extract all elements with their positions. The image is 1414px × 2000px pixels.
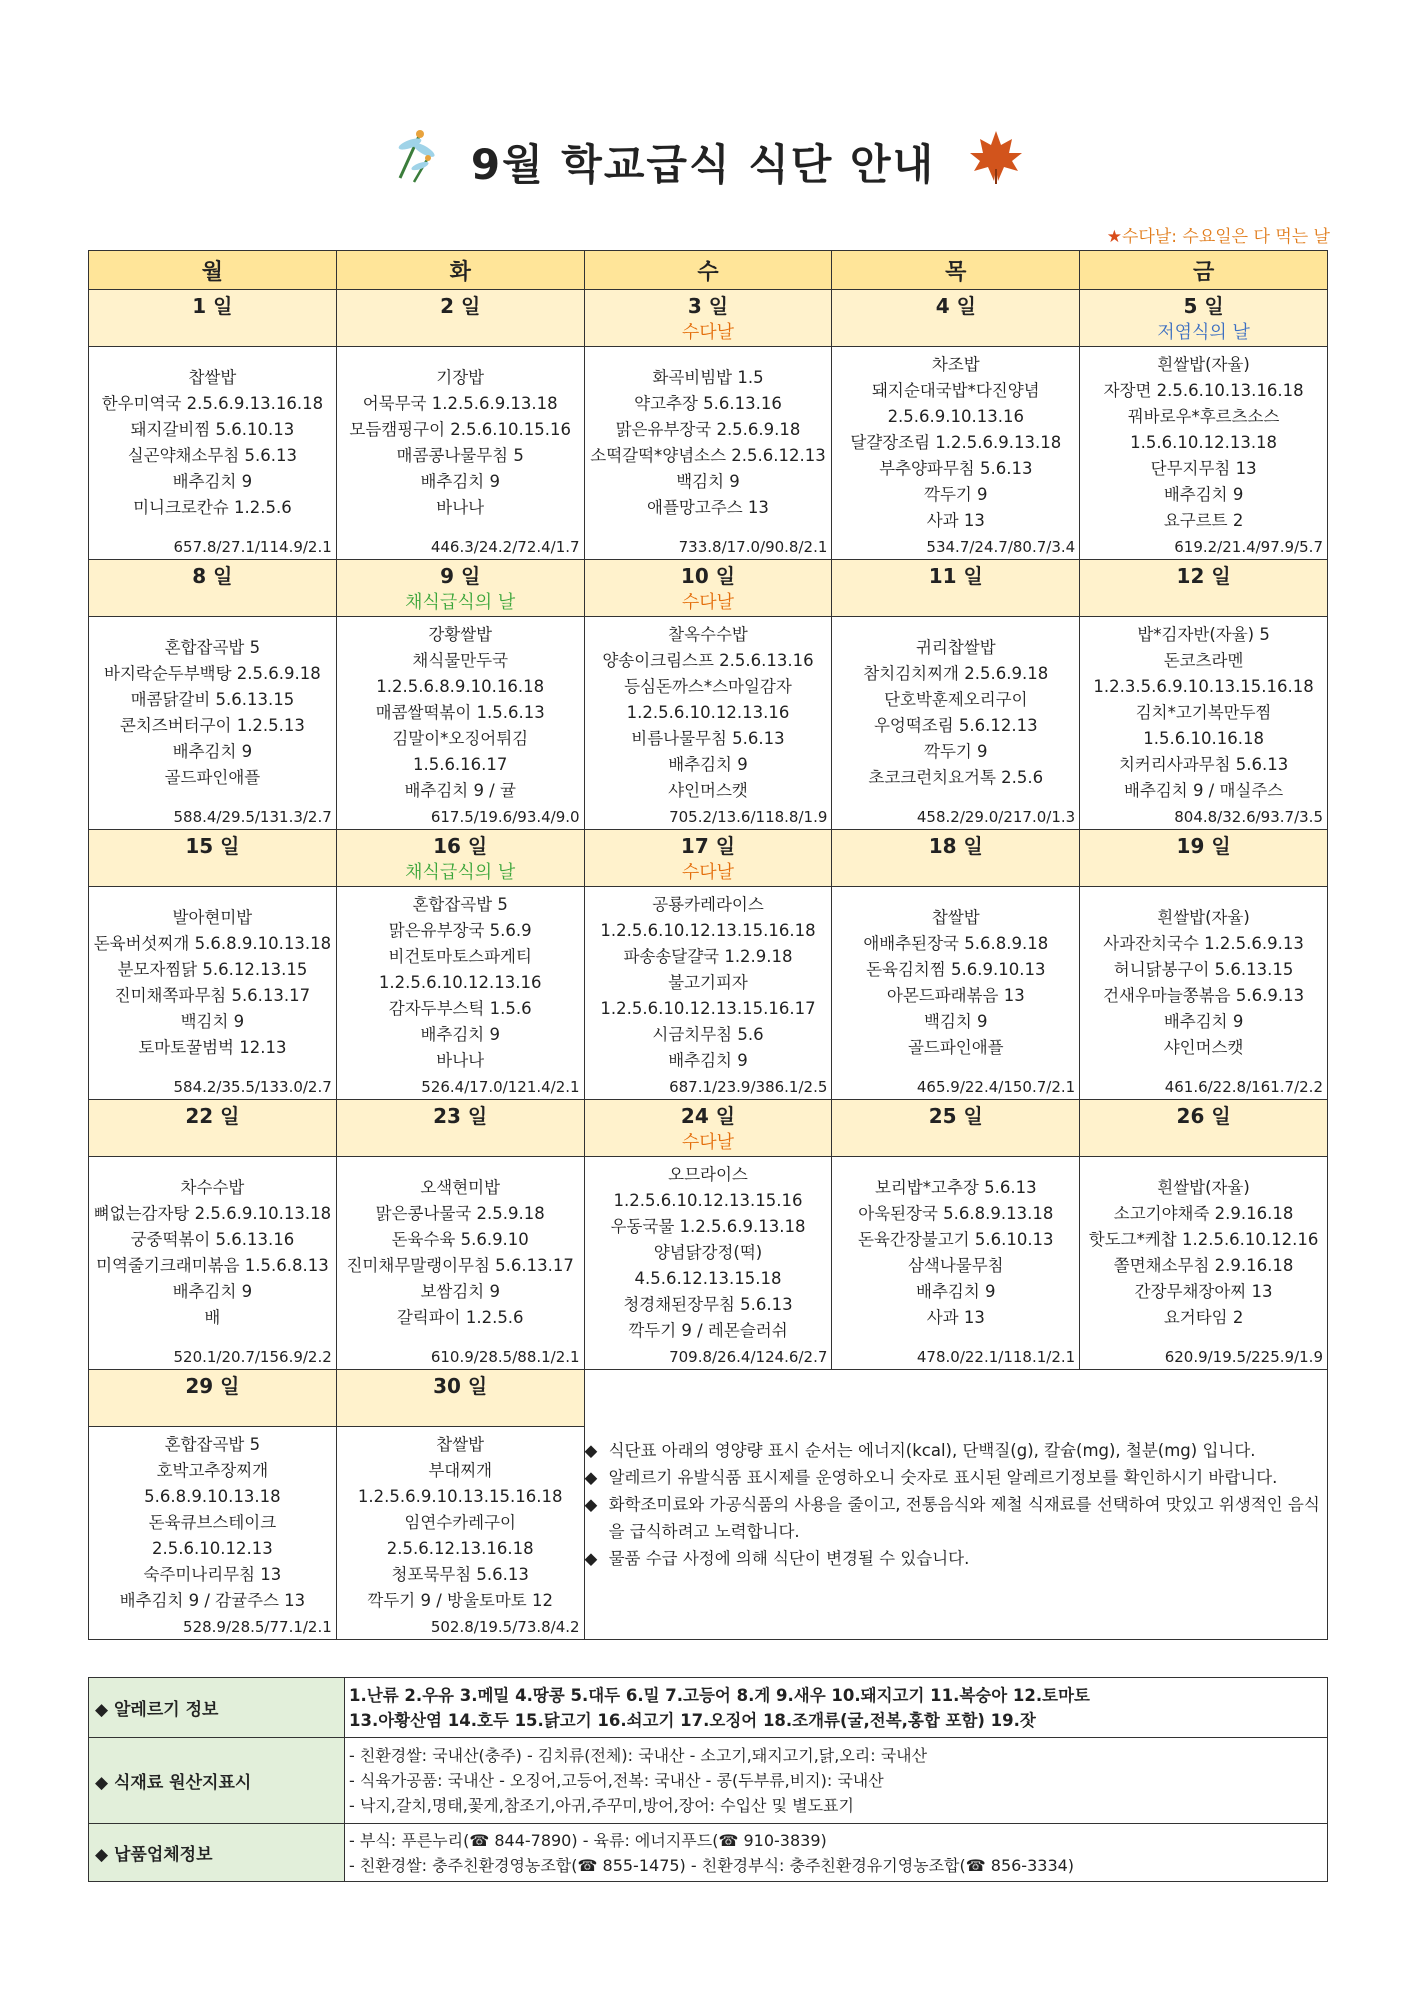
day-header: [1080, 1100, 1328, 1157]
day-header: [89, 830, 337, 887]
menu-item: 부대찌개: [428, 1461, 493, 1480]
day-menu: [584, 347, 832, 560]
menu-item: 깍두기 9: [924, 485, 988, 504]
menu-item: 백김치 9: [180, 1012, 245, 1031]
day-menu: [584, 887, 832, 1100]
day-header: [89, 1100, 337, 1157]
menu-item: 찹쌀밥: [188, 368, 237, 387]
menu-items: [89, 1157, 336, 1341]
dragonfly-icon: [390, 128, 438, 196]
menu-item: 배추김치 9: [172, 472, 253, 491]
menu-item: 혼합잡곡밥 5: [164, 1435, 261, 1454]
menu-item: 배추김치 9 / 매실주스: [1123, 781, 1284, 800]
menu-item: 자장면 2.5.6.10.13.16.18: [1103, 381, 1304, 400]
menu-item: 삼색나물무침: [907, 1256, 1004, 1275]
menu-item: 오므라이스: [668, 1165, 748, 1184]
menu-item: 1.2.5.6.10.12.13.16: [626, 703, 790, 722]
menu-item: 배추김치 9: [668, 755, 748, 774]
menu-item: 비름나물무침 5.6.13: [631, 729, 785, 748]
menu-item: 애배추된장국 5.6.8.9.18: [863, 934, 1049, 953]
menu-item: 1.2.5.6.8.9.10.16.18: [376, 677, 545, 696]
menu-item: 아욱된장국 5.6.8.9.13.18: [858, 1204, 1054, 1223]
menu-item: 단호박훈제오리구이: [884, 690, 1028, 709]
menu-item: 배추김치 9 / 감귤주스 13: [119, 1591, 306, 1610]
day-header: [336, 830, 584, 887]
day-menu: [336, 887, 584, 1100]
nutrition-value: 478.0/22.1/118.1/2.1: [916, 1348, 1076, 1366]
day-menu: [1080, 617, 1328, 830]
menu-item: 깍두기 9 / 레몬슬러쉬: [628, 1321, 788, 1340]
day-header: [832, 1100, 1080, 1157]
nutrition-value: 620.9/19.5/225.9/1.9: [1164, 1348, 1323, 1366]
nutrition-value: 657.8/27.1/114.9/2.1: [173, 538, 332, 556]
day-number: 22 일: [185, 1104, 240, 1128]
day-number: 5 일: [1183, 294, 1224, 318]
menu-item: 애플망고주스 13: [647, 498, 769, 517]
menu-item: 찰옥수수밥: [668, 625, 748, 644]
menu-item: 비건토마토스파게티: [388, 947, 532, 966]
allergy-label: ◆ 알레르기 정보: [89, 1678, 345, 1738]
menu-item: 맑은콩나물국 2.5.9.18: [375, 1204, 545, 1223]
day-header: [832, 290, 1080, 347]
dow-mon: 월: [89, 251, 337, 290]
day-menu: [89, 1427, 337, 1640]
menu-item: 배: [204, 1308, 221, 1327]
menu-item: 등심돈까스*스마일감자: [624, 677, 792, 696]
day-number: 1 일: [192, 294, 233, 318]
menu-item: 김말이*오징어튀김: [392, 729, 529, 748]
day-menu: [89, 617, 337, 830]
day-event: 수다날: [681, 862, 735, 883]
info-note-text: 알레르기 유발식품 표시제를 운영하오니 숫자로 표시된 알레르기정보를 확인하시기 바랍니다.: [608, 1468, 1278, 1487]
nutrition-value: 610.9/28.5/88.1/2.1: [430, 1348, 580, 1366]
menu-item: 우엉떡조림 5.6.12.13: [873, 716, 1038, 735]
day-menu: [832, 1157, 1080, 1370]
menu-item: 감자두부스틱 1.5.6: [388, 999, 532, 1018]
info-note: [585, 1437, 1327, 1464]
menu-item: 요구르트 2: [1163, 511, 1244, 530]
nutrition-value: 687.1/23.9/386.1/2.5: [669, 1078, 828, 1096]
menu-item: 채식물만두국: [412, 651, 509, 670]
menu-items: [89, 887, 336, 1071]
menu-items: [337, 1157, 584, 1341]
origin-line: - 식육가공품: 국내산 - 오징어,고등어,전복: 국내산 - 콩(두부류,비지): 국내산: [349, 1771, 884, 1790]
nutrition-value: 520.1/20.7/156.9/2.2: [173, 1348, 332, 1366]
origin-line: - 친환경쌀: 국내산(충주) - 김치류(전체): 국내산 - 소고기,돼지고기,닭,오리: 국내산: [349, 1746, 928, 1765]
menu-item: 차조밥: [931, 355, 980, 374]
menu-item: 오색현미밥: [420, 1178, 501, 1197]
nutrition-value: 617.5/19.6/93.4/9.0: [430, 808, 580, 826]
menu-item: 모듬캠핑구이 2.5.6.10.15.16: [349, 420, 571, 439]
menu-item: 깍두기 9 / 방울토마토 12: [367, 1591, 553, 1610]
day-number: 2 일: [440, 294, 481, 318]
day-number: 10 일: [680, 564, 736, 588]
info-note: [585, 1464, 1327, 1491]
day-number: 23 일: [433, 1104, 488, 1128]
day-number: 3 일: [687, 294, 729, 318]
info-notes: [584, 1370, 1327, 1640]
menu-item: 배추김치 9: [916, 1282, 996, 1301]
diamond-bullet-icon: ◆: [584, 1549, 598, 1568]
menu-item: 청포묵무침 5.6.13: [391, 1565, 529, 1584]
origin-line: - 낙지,갈치,명태,꽃게,참조기,아귀,주꾸미,방어,장어: 수입산 및 별도표기: [349, 1796, 854, 1815]
menu-item: 돼지순대국밥*다진양념: [871, 381, 1040, 400]
nutrition-value: 526.4/17.0/121.4/2.1: [421, 1078, 580, 1096]
info-note-text: 화학조미료와 가공식품의 사용을 줄이고, 전통음식와 제철 식재료를 선택하여 맛있고 위생적인 음식을 급식하려고 노력합니다.: [608, 1495, 1320, 1541]
day-header: [89, 1370, 337, 1427]
menu-item: 핫도그*케찹 1.2.5.6.10.12.16: [1088, 1230, 1319, 1249]
menu-item: 귀리찹쌀밥: [915, 638, 996, 657]
menu-item: 공룡카레라이스: [652, 895, 764, 914]
menu-item: 혼합잡곡밥 5: [164, 638, 261, 657]
dow-thu: 목: [832, 251, 1080, 290]
note-text: 수다날: 수요일은 다 먹는 날: [1122, 227, 1330, 247]
menu-item: 우동국물 1.2.5.6.9.13.18: [610, 1217, 806, 1236]
menu-items: [89, 617, 336, 801]
day-header: [832, 830, 1080, 887]
diamond-bullet-icon: ◆: [584, 1468, 598, 1487]
menu-item: 진미채무말랭이무침 5.6.13.17: [346, 1256, 574, 1275]
day-header: [89, 560, 337, 617]
menu-item: 1.5.6.16.17: [412, 755, 508, 774]
menu-items: [832, 347, 1079, 531]
menu-item: 김치*고기복만두찜: [1135, 703, 1272, 722]
menu-item: 꿔바로우*후르츠소스: [1127, 407, 1280, 426]
menu-items: [585, 887, 832, 1071]
day-number: 19 일: [1176, 834, 1231, 858]
day-header: [336, 1100, 584, 1157]
menu-item: 숙주미나리무침 13: [143, 1565, 282, 1584]
nutrition-value: 534.7/24.7/80.7/3.4: [926, 538, 1076, 556]
menu-item: 화곡비빔밥 1.5: [652, 368, 764, 387]
day-menu: [832, 887, 1080, 1100]
nutrition-value: 528.9/28.5/77.1/2.1: [183, 1618, 332, 1636]
day-header: [336, 560, 584, 617]
nutrition-value: 502.8/19.5/73.8/4.2: [430, 1618, 580, 1636]
menu-item: 실곤약채소무침 5.6.13: [127, 446, 298, 465]
menu-items: [832, 617, 1079, 801]
menu-item: 건새우마늘쫑볶음 5.6.9.13: [1103, 986, 1305, 1005]
day-header: [584, 560, 832, 617]
day-menu: [1080, 1157, 1328, 1370]
dow-fri: 금: [1080, 251, 1328, 290]
day-menu: [336, 617, 584, 830]
menu-item: 1.2.5.6.10.12.13.16: [378, 973, 542, 992]
menu-item: 배추김치 9: [1163, 1012, 1244, 1031]
day-number: 4 일: [935, 294, 976, 318]
origin-label: ◆ 식재료 원산지표시: [89, 1738, 345, 1824]
allergy-line: 13.아황산염 14.호두 15.닭고기 16.쇠고기 17.오징어 18.조개류(굴,전복,홍합 포함) 19.잣: [349, 1710, 1036, 1730]
supplier-label: ◆ 납품업체정보: [89, 1824, 345, 1882]
day-menu: [832, 617, 1080, 830]
menu-item: 초코크런치요거톡 2.5.6: [868, 768, 1044, 787]
diamond-bullet-icon: ◆: [584, 1495, 598, 1514]
menu-item: 흰쌀밥(자율): [1157, 1178, 1250, 1197]
menu-item: 혼합잡곡밥 5: [412, 895, 508, 914]
menu-item: 매콤콩나물무침 5: [396, 446, 524, 465]
day-number: 30 일: [433, 1374, 488, 1398]
menu-item: 돈코츠라멘: [1163, 651, 1244, 670]
menu-item: 어묵무국 1.2.5.6.9.13.18: [362, 394, 558, 413]
menu-item: 깍두기 9: [924, 742, 988, 761]
menu-item: 궁중떡볶이 5.6.13.16: [130, 1230, 295, 1249]
menu-item: 기장밥: [436, 368, 485, 387]
menu-items: [832, 1157, 1079, 1341]
dow-tue: 화: [336, 251, 584, 290]
menu-item: 소떡갈떡*양념소스 2.5.6.12.13: [590, 446, 826, 465]
menu-item: 샤인머스캣: [668, 781, 748, 800]
menu-item: 돈육수육 5.6.9.10: [391, 1230, 529, 1249]
menu-item: 1.5.6.10.12.13.18: [1130, 433, 1278, 452]
menu-items: [1080, 887, 1327, 1071]
day-menu: [584, 617, 832, 830]
allergy-content: [345, 1678, 1328, 1738]
menu-item: 허니닭봉구이 5.6.13.15: [1113, 960, 1294, 979]
menu-item: 1.2.5.6.9.10.13.15.16.18: [357, 1487, 563, 1506]
menu-item: 2.5.6.10.12.13: [152, 1539, 273, 1558]
nutrition-value: 705.2/13.6/118.8/1.9: [669, 808, 828, 826]
menu-item: 바나나: [436, 498, 485, 517]
nutrition-value: 709.8/26.4/124.6/2.7: [669, 1348, 828, 1366]
nutrition-value: 619.2/21.4/97.9/5.7: [1174, 538, 1323, 556]
dow-wed: 수: [584, 251, 832, 290]
menu-items: [89, 1427, 336, 1611]
day-number: 26 일: [1176, 1104, 1231, 1128]
menu-item: 돈육큐브스테이크: [148, 1513, 277, 1532]
info-note: [585, 1491, 1327, 1545]
menu-item: 돈육김치찜 5.6.9.10.13: [866, 960, 1046, 979]
supplier-content: [345, 1824, 1328, 1882]
day-menu: [89, 887, 337, 1100]
menu-item: 사과 13: [926, 511, 985, 530]
menu-items: [585, 1157, 832, 1341]
supplier-line: - 부식: 푸른누리(☎ 844-7890) - 육류: 에너지푸드(☎ 910-3839): [349, 1830, 827, 1850]
menu-item: 임연수카레구이: [404, 1513, 516, 1532]
menu-item: 한우미역국 2.5.6.9.13.16.18: [101, 394, 324, 413]
menu-item: 2.5.6.9.10.13.16: [887, 407, 1025, 426]
star-icon: ★: [1106, 227, 1122, 247]
day-header: [584, 290, 832, 347]
nutrition-value: 458.2/29.0/217.0/1.3: [916, 808, 1076, 826]
menu-items: [585, 617, 832, 801]
menu-item: 매콤닭갈비 5.6.13.15: [130, 690, 295, 709]
day-event: 저염식의 날: [1157, 322, 1250, 343]
menu-items: [832, 887, 1079, 1071]
menu-item: 호박고추장찌개: [156, 1461, 269, 1480]
menu-item: 배추김치 9: [668, 1051, 748, 1070]
menu-item: 흰쌀밥(자율): [1157, 908, 1250, 927]
menu-item: 간장무채장아찌 13: [1134, 1282, 1273, 1301]
day-header: [336, 1370, 584, 1427]
menu-item: 미역줄기크래미볶음 1.5.6.8.13: [96, 1256, 329, 1275]
menu-item: 치커리사과무침 5.6.13: [1118, 755, 1289, 774]
menu-item: 사과잔치국수 1.2.5.6.9.13: [1103, 934, 1304, 953]
menu-table: [88, 250, 1328, 1640]
day-number: 25 일: [928, 1104, 983, 1128]
menu-item: 백김치 9: [924, 1012, 988, 1031]
menu-item: 강황쌀밥: [428, 625, 493, 644]
menu-item: 부추양파무침 5.6.13: [879, 459, 1033, 478]
menu-item: 약고추장 5.6.13.16: [634, 394, 782, 413]
menu-items: [1080, 1157, 1327, 1341]
day-event: 수다날: [681, 1132, 735, 1153]
menu-item: 시금치무침 5.6: [652, 1025, 764, 1044]
menu-item: 배추김치 9: [172, 1282, 253, 1301]
menu-item: 단무지무침 13: [1150, 459, 1257, 478]
menu-items: [337, 347, 584, 531]
menu-item: 배추김치 9: [172, 742, 253, 761]
menu-item: 배추김치 9: [420, 472, 500, 491]
menu-item: 배추김치 9 / 귤: [404, 781, 516, 800]
info-note-text: 물품 수급 사정에 의해 식단이 변경될 수 있습니다.: [608, 1549, 970, 1568]
menu-item: 바지락순두부백탕 2.5.6.9.18: [104, 664, 321, 683]
nutrition-value: 446.3/24.2/72.4/1.7: [430, 538, 580, 556]
menu-item: 요거타임 2: [1163, 1308, 1244, 1327]
day-number: 15 일: [185, 834, 240, 858]
day-event: 수다날: [681, 592, 735, 613]
menu-item: 백김치 9: [676, 472, 740, 491]
nutrition-value: 804.8/32.6/93.7/3.5: [1174, 808, 1323, 826]
nutrition-value: 461.6/22.8/161.7/2.2: [1164, 1078, 1323, 1096]
day-number: 12 일: [1176, 564, 1231, 588]
menu-items: [1080, 347, 1327, 531]
menu-item: 토마토꿀범벅 12.13: [138, 1038, 287, 1057]
day-header: [1080, 290, 1328, 347]
title-text: 9월 학교급식 식단 안내: [470, 140, 936, 189]
day-header: [584, 1100, 832, 1157]
day-menu: [1080, 347, 1328, 560]
day-menu: [1080, 887, 1328, 1100]
day-header: [89, 290, 337, 347]
menu-items: [585, 347, 832, 531]
menu-item: 돈육버섯찌개 5.6.8.9.10.13.18: [93, 934, 332, 953]
menu-item: 보쌈김치 9: [420, 1282, 500, 1301]
allergy-line: 1.난류 2.우유 3.메밀 4.땅콩 5.대두 6.밀 7.고등어 8.게 9.새우 10.돼지고기 11.복숭아 12.토마토: [349, 1685, 1090, 1705]
menu-item: 양념닭강정(떡): [653, 1243, 763, 1262]
menu-item: 배추김치 9: [1163, 485, 1244, 504]
menu-item: 골드파인애플: [164, 768, 261, 787]
menu-item: 1.2.5.6.10.12.13.15.16: [613, 1191, 803, 1210]
menu-item: 5.6.8.9.10.13.18: [144, 1487, 281, 1506]
day-number: 24 일: [680, 1104, 736, 1128]
day-header: [336, 290, 584, 347]
day-number: 17 일: [680, 834, 736, 858]
menu-item: 2.5.6.12.13.16.18: [386, 1539, 534, 1558]
day-event: 채식급식의 날: [405, 862, 516, 883]
menu-item: 콘치즈버터구이 1.2.5.13: [119, 716, 305, 735]
menu-item: 보리밥*고추장 5.6.13: [874, 1178, 1037, 1197]
menu-item: 밥*김자반(자율) 5: [1137, 625, 1270, 644]
menu-item: 맑은유부장국 5.6.9: [388, 921, 532, 940]
menu-items: [337, 1427, 584, 1611]
menu-item: 바나나: [436, 1051, 485, 1070]
day-header: [584, 830, 832, 887]
menu-item: 차수수밥: [180, 1178, 245, 1197]
menu-item: 파송송달걀국 1.2.9.18: [623, 947, 793, 966]
menu-item: 청경채된장무침 5.6.13: [623, 1295, 793, 1314]
menu-item: 소고기야채죽 2.9.16.18: [1113, 1204, 1294, 1223]
day-menu: [89, 1157, 337, 1370]
menu-item: 찹쌀밥: [931, 908, 980, 927]
menu-item: 1.5.6.10.16.18: [1143, 729, 1264, 748]
nutrition-value: 588.4/29.5/131.3/2.7: [173, 808, 332, 826]
day-header: [832, 560, 1080, 617]
menu-items: [337, 617, 584, 801]
menu-item: 분모자찜닭 5.6.12.13.15: [117, 960, 308, 979]
day-number: 11 일: [928, 564, 983, 588]
menu-item: 불고기피자: [668, 973, 748, 992]
origin-content: [345, 1738, 1328, 1824]
nutrition-value: 584.2/35.5/133.0/2.7: [173, 1078, 332, 1096]
supplier-line: - 친환경쌀: 충주친환경영농조합(☎ 855-1475) - 친환경부식: 충주친환경유기영농조합(☎ 856-3334): [349, 1855, 1075, 1875]
menu-items: [1080, 617, 1327, 801]
menu-items: [337, 887, 584, 1071]
menu-item: 1.2.3.5.6.9.10.13.15.16.18: [1093, 677, 1314, 696]
info-note: [585, 1545, 1327, 1572]
info-table: [88, 1677, 1328, 1882]
menu-item: 쫄면채소무침 2.9.16.18: [1113, 1256, 1294, 1275]
menu-item: 갈릭파이 1.2.5.6: [396, 1308, 524, 1327]
day-event: 수다날: [681, 322, 735, 343]
suda-note: [1107, 222, 1330, 247]
menu-item: 뼈없는감자탕 2.5.6.9.10.13.18: [93, 1204, 332, 1223]
menu-items: [89, 347, 336, 531]
menu-item: 돈육간장불고기 5.6.10.13: [858, 1230, 1054, 1249]
day-menu: [336, 1427, 584, 1640]
day-header: [1080, 830, 1328, 887]
menu-item: 골드파인애플: [907, 1038, 1004, 1057]
day-number: 8 일: [192, 564, 233, 588]
day-event: 채식급식의 날: [405, 592, 516, 613]
menu-item: 1.2.5.6.10.12.13.15.16.18: [600, 921, 816, 940]
menu-item: 샤인머스캣: [1163, 1038, 1244, 1057]
menu-item: 돼지갈비찜 5.6.10.13: [130, 420, 295, 439]
nutrition-value: 733.8/17.0/90.8/2.1: [678, 538, 828, 556]
page-title: [0, 128, 1414, 196]
menu-item: 달걀장조림 1.2.5.6.9.13.18: [850, 433, 1062, 452]
day-number: 29 일: [185, 1374, 240, 1398]
menu-item: 사과 13: [926, 1308, 985, 1327]
menu-item: 진미채쪽파무침 5.6.13.17: [114, 986, 311, 1005]
menu-item: 양송이크림스프 2.5.6.13.16: [602, 651, 814, 670]
day-menu: [336, 1157, 584, 1370]
day-menu: [832, 347, 1080, 560]
maple-leaf-icon: [968, 129, 1024, 195]
menu-item: 맑은유부장국 2.5.6.9.18: [615, 420, 801, 439]
menu-item: 미니크로칸슈 1.2.5.6: [133, 498, 292, 517]
menu-item: 매콤쌀떡볶이 1.5.6.13: [375, 703, 545, 722]
menu-item: 배추김치 9: [420, 1025, 500, 1044]
menu-item: 참치김치찌개 2.5.6.9.18: [863, 664, 1049, 683]
day-header: [1080, 560, 1328, 617]
diamond-bullet-icon: ◆: [584, 1441, 598, 1460]
nutrition-value: 465.9/22.4/150.7/2.1: [916, 1078, 1076, 1096]
day-menu: [89, 347, 337, 560]
menu-item: 찹쌀밥: [436, 1435, 485, 1454]
menu-item: 4.5.6.12.13.15.18: [634, 1269, 782, 1288]
day-menu: [584, 1157, 832, 1370]
day-menu: [336, 347, 584, 560]
menu-item: 흰쌀밥(자율): [1157, 355, 1250, 374]
menu-item: 아몬드파래볶음 13: [886, 986, 1025, 1005]
menu-item: 1.2.5.6.10.12.13.15.16.17: [600, 999, 816, 1018]
info-note-text: 식단표 아래의 영양량 표시 순서는 에너지(kcal), 단백질(g), 칼슘(mg), 철분(mg) 입니다.: [608, 1441, 1256, 1460]
day-number: 9 일: [440, 564, 481, 588]
menu-item: 발아현미밥: [172, 908, 253, 927]
day-number: 16 일: [433, 834, 488, 858]
day-number: 18 일: [928, 834, 983, 858]
